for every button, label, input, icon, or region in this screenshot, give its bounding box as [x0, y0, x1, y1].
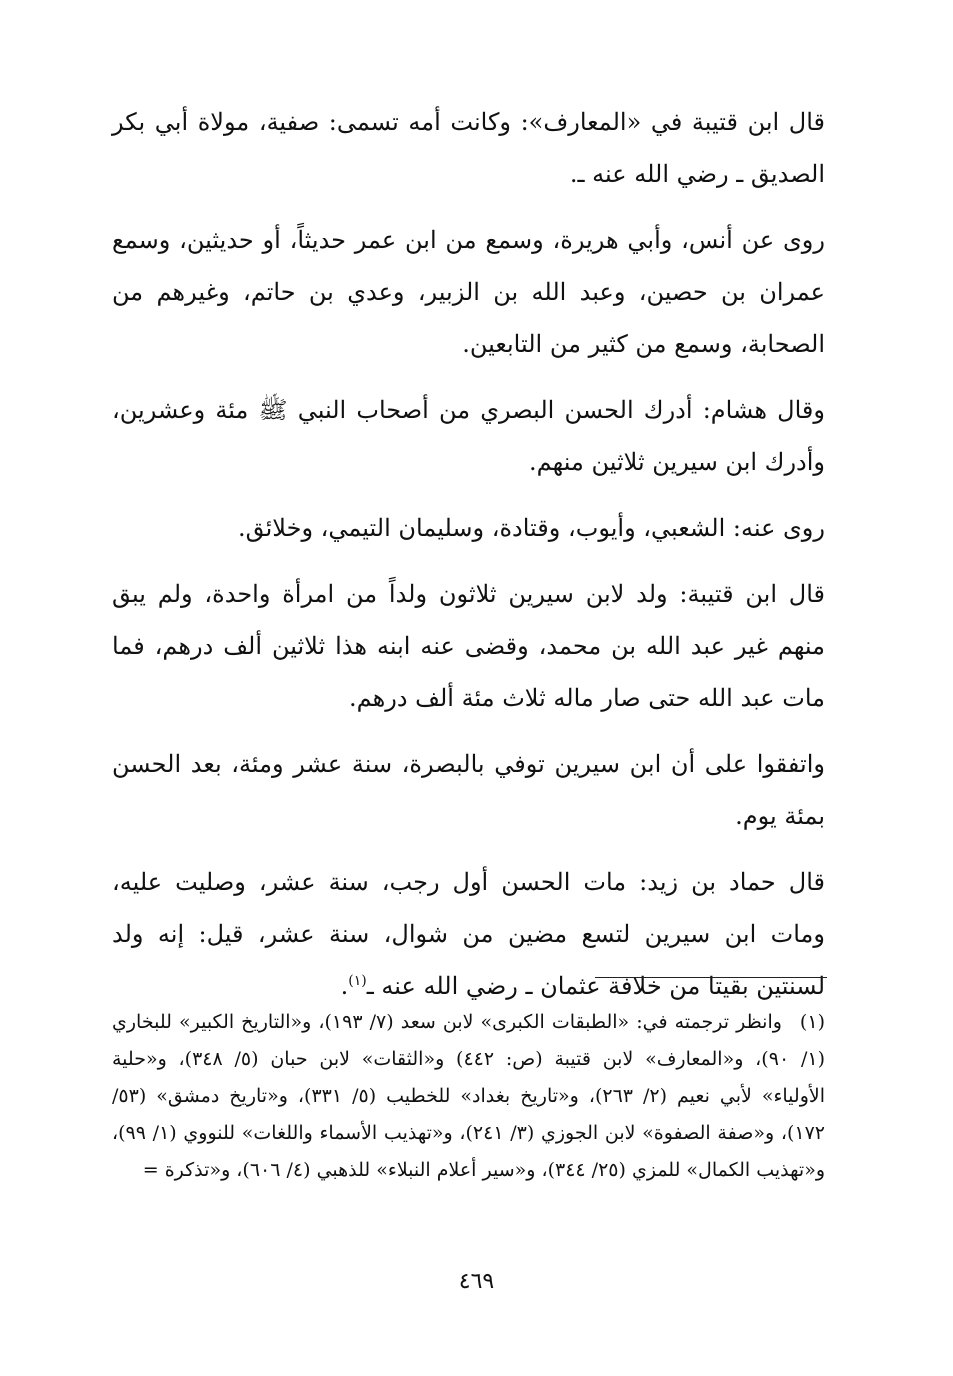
paragraph-with-footnote-ref — [112, 856, 825, 1012]
footnote-separator — [595, 977, 827, 978]
paragraph: وقال هشام: أدرك الحسن البصري من أصحاب النبي ﷺ مئة وعشرين، وأدرك ابن سيرين ثلاثين منهم. — [112, 396, 825, 476]
paragraph: قال ابن قتيبة في «المعارف»: وكانت أمه تسمى: صفية، مولاة أبي بكر الصديق ـ رضي الله عنه ـ. — [112, 108, 826, 188]
footnote-reference[interactable]: (١) — [348, 973, 367, 989]
paragraph-text: قال حماد بن زيد: مات الحسن أول رجب، سنة عشر، وصليت عليه، ومات ابن سيرين لتسع مضين من شوال، سنة عشر، قيل: إنه ولد لسنتين بقيتا من خلافة عثمان ـ رضي الله عنه ـ — [112, 868, 825, 1000]
paragraph: روى عنه: الشعبي، وأيوب، وقتادة، وسليمان التيمي، وخلائق. — [237, 514, 825, 542]
footnote-marker: (١) — [799, 1011, 825, 1033]
page-number: ٤٦٩ — [458, 1269, 495, 1294]
paragraph: واتفقوا على أن ابن سيرين توفي بالبصرة، سنة عشر ومئة، بعد الحسن بمئة يوم. — [112, 750, 825, 830]
footnote-item — [112, 1004, 825, 1189]
main-text — [112, 96, 825, 1026]
paragraph: قال ابن قتيبة: ولد لابن سيرين ثلاثون ولداً من امرأة واحدة، ولم يبق منهم غير عبد الله بن محمد، وقضى عنه ابنه هذا ثلاثين ألف درهم، فما مات عبد الله حتى صار ماله ثلاث مئة ألف درهم. — [112, 580, 826, 712]
footnote-text: وانظر ترجمته في: «الطبقات الكبرى» لابن سعد (٧/ ١٩٣)، و«التاريخ الكبير» للبخاري (١/ ٩٠)، و«المعارف» لابن قتيبة (ص: ٤٤٢) و«الثقات» لابن حبان (٥/ ٣٤٨)، و«حلية الأولياء» لأبي نعيم (٢/ ٢٦٣)، و«تاريخ بغداد» للخطيب (٥/ ٣٣١)، و«تاريخ دمشق» (٥٣/ ١٧٢)، و«صفة الصفوة» لابن الجوزي (٣/ ٢٤١)، و«تهذيب الأسماء واللغات» للنووي (١/ ٩٩)، و«تهذيب الكمال» للمزي (٢٥/ ٣٤٤)، و«سير أعلام النبلاء» للذهبي (٤/ ٦٠٦)، و«تذكرة = — [112, 1011, 825, 1181]
footnotes — [112, 1004, 825, 1189]
paragraph-end: . — [340, 972, 349, 1000]
paragraph: روى عن أنس، وأبي هريرة، وسمع من ابن عمر حديثاً، أو حديثين، وسمع عمران بن حصين، وعبد الله بن الزبير، وعدي بن حاتم، وغيرهم من الصحابة، وسمع من كثير من التابعين. — [112, 226, 825, 358]
